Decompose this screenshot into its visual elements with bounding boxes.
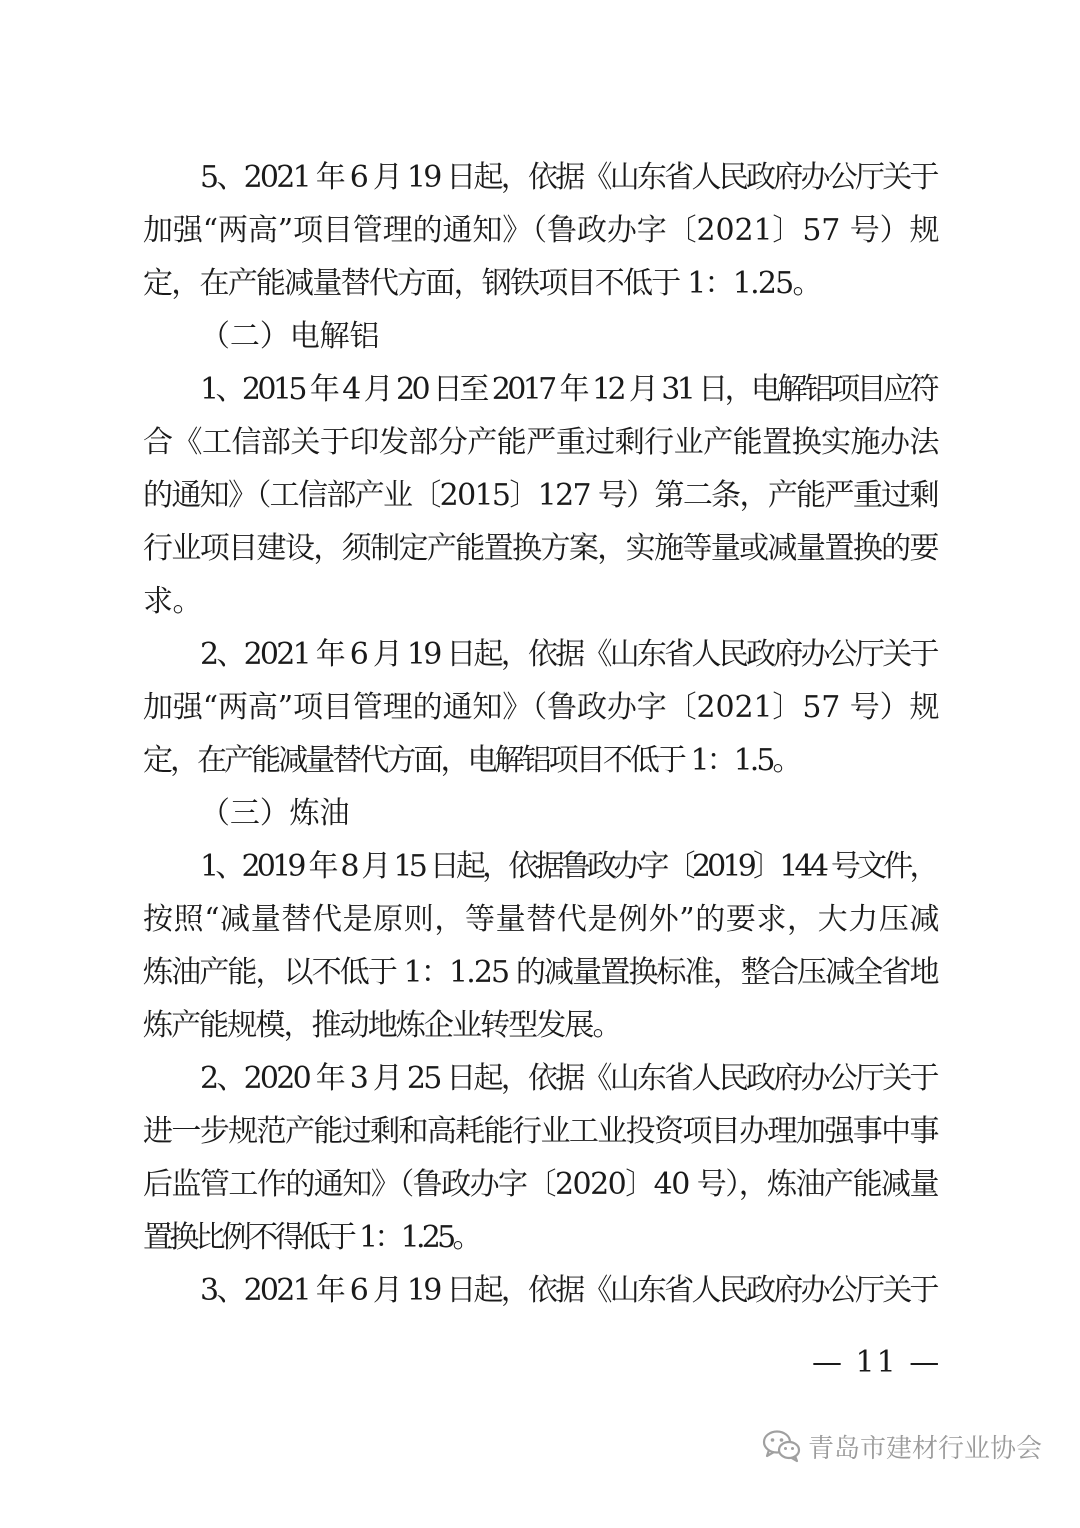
watermark-text: 青岛市建材行业协会 [808,1433,1043,1464]
text-line: 求。 [143,584,202,619]
text-line: 定，在产能减量替代方面，钢铁项目不低于 1：1.25。 [143,266,821,301]
text-line: 炼产能规模，推动地炼企业转型发展。 [143,1008,621,1043]
text-line: 定，在产能减量替代方面，电解铝项目不低于 1：1.5。 [143,743,800,778]
section-heading: （二）电解铝 [200,319,380,354]
text-line: 5、2021 年 6 月 19 日起，依据《山东省人民政府办公厅关于 [200,160,937,195]
text-line: 1、2015 年 4 月 20 日至 2017 年 12 月 31 日，电解铝项目应符 [200,372,936,407]
wechat-icon [762,1429,802,1463]
text-line: 进一步规范产能过剩和高耗能行业工业投资项目办理加强事中事 [143,1114,938,1149]
text-line: 1、2019 年 8 月 15 日起，依据鲁政办字〔2019〕144 号文件， [200,849,936,884]
text-line: 2、2021 年 6 月 19 日起，依据《山东省人民政府办公厅关于 [200,637,937,672]
text-line: 炼油产能，以不低于 1：1.25 的减量置换标准，整合压减全省地 [143,955,938,990]
text-line: 的通知》（工信部产业〔2015〕127 号）第二条，产能严重过剩 [143,478,938,513]
text-line: 后监管工作的通知》（鲁政办字〔2020〕40 号），炼油产能减量 [143,1167,938,1202]
text-line: 按照“减量替代是原则，等量替代是例外”的要求，大力压减 [143,902,941,937]
text-line: 合《工信部关于印发部分产能严重过剩行业产能置换实施办法 [143,425,939,460]
section-heading: （三）炼油 [200,796,350,831]
text-line: 加强“两高”项目管理的通知》（鲁政办字〔2021〕57 号）规 [143,690,940,725]
text-line: 加强“两高”项目管理的通知》（鲁政办字〔2021〕57 号）规 [143,213,940,248]
watermark [762,1426,1042,1466]
text-line: 行业项目建设，须制定产能置换方案，实施等量或减量置换的要 [143,531,938,566]
text-line: 置换比例不得低于 1：1.25。 [143,1220,479,1255]
page-number: — 11 — [812,1345,942,1380]
text-line: 3、2021 年 6 月 19 日起，依据《山东省人民政府办公厅关于 [200,1273,937,1308]
text-line: 2、2020 年 3 月 25 日起，依据《山东省人民政府办公厅关于 [200,1061,937,1096]
